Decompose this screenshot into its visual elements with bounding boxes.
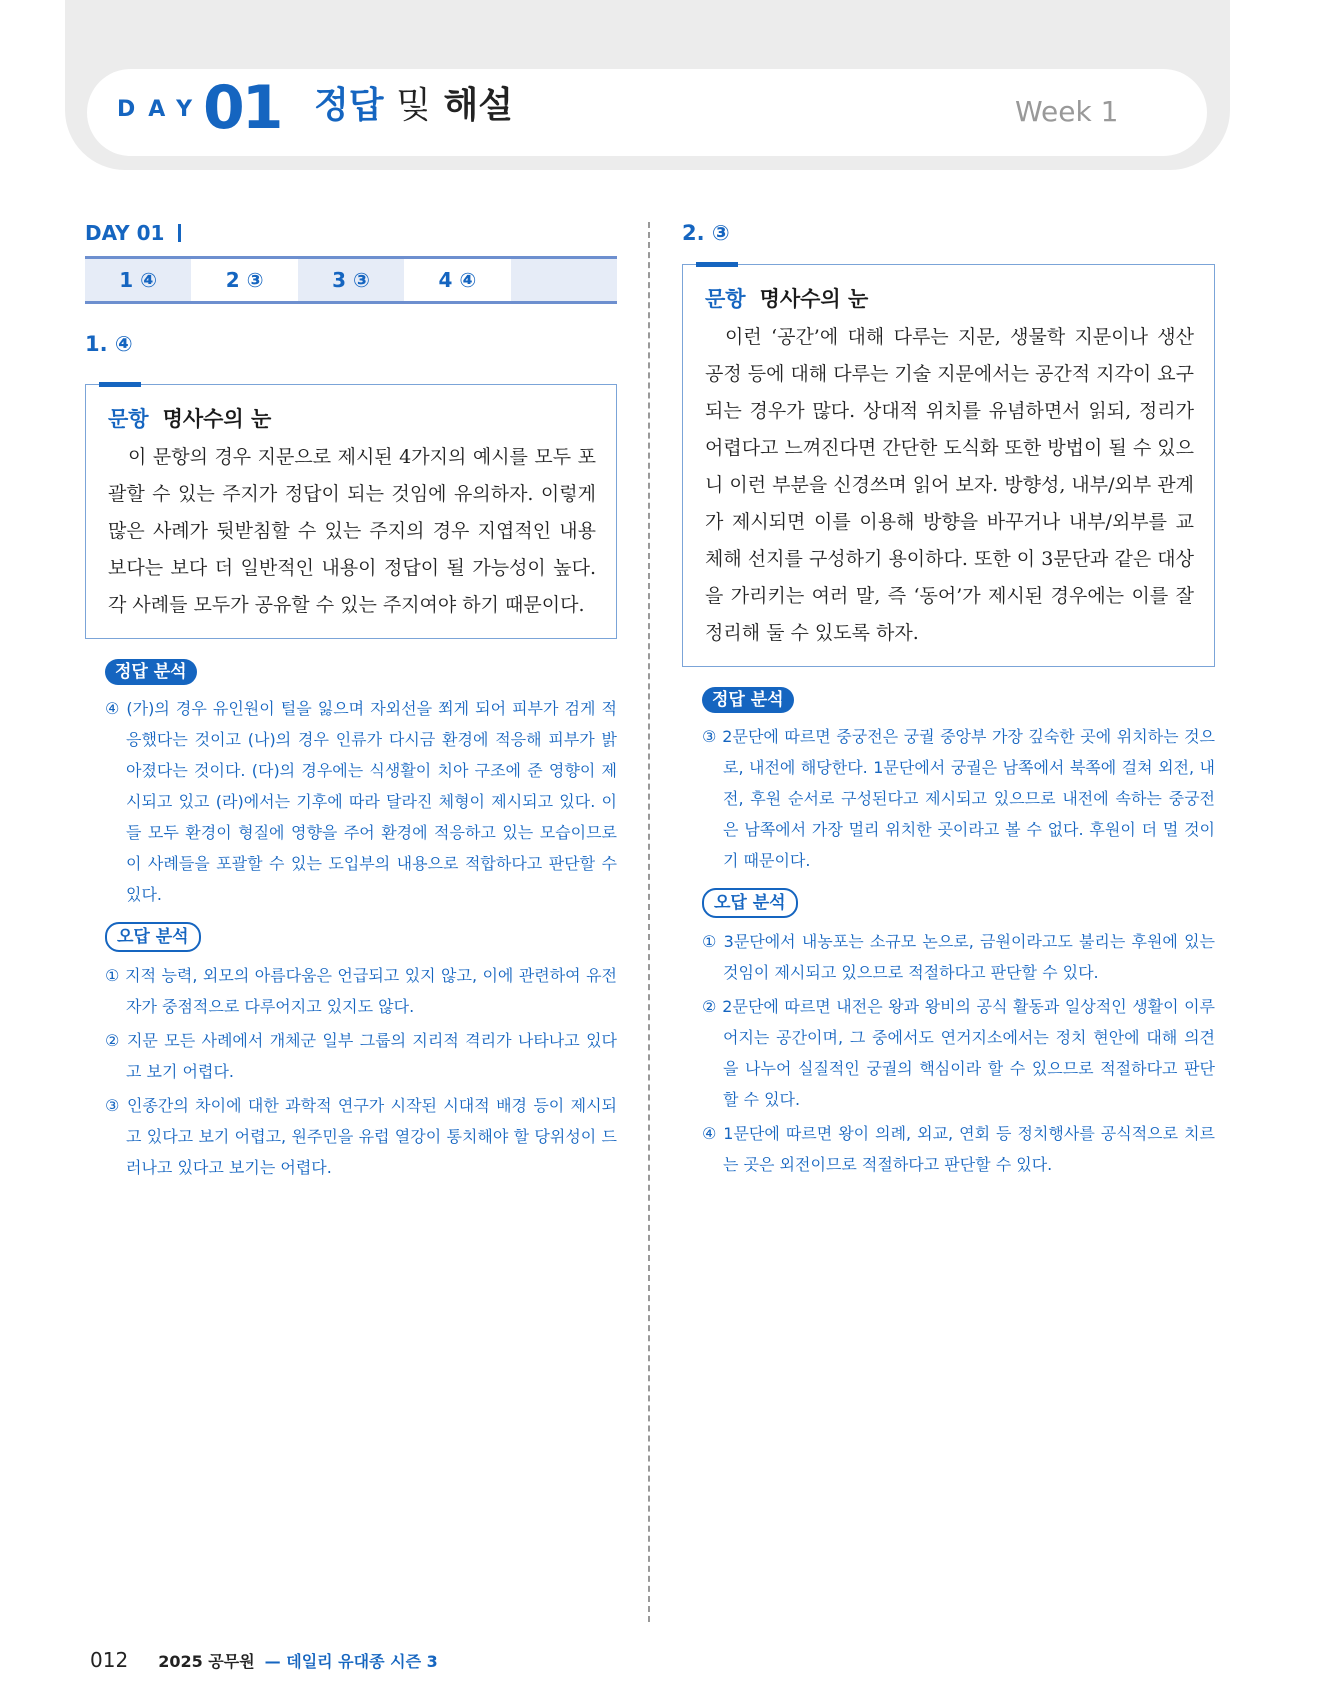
answer-key-title <box>85 218 617 248</box>
correct-analysis-badge: 정답 분석 <box>702 687 794 713</box>
note-label: 문항 <box>705 287 746 311</box>
day-label: DAY <box>117 97 206 122</box>
question-1-note-box <box>85 384 617 639</box>
explanation-item: ② 지문 모든 사례에서 개체군 일부 그룹의 지리적 격리가 나타나고 있다고 보기 어렵다. <box>105 1031 617 1081</box>
note-title: 명사수의 눈 <box>162 407 272 431</box>
note-tab-mark <box>696 262 738 267</box>
left-column <box>85 218 617 1183</box>
explanation-item: ④ (가)의 경우 유인원이 털을 잃으며 자외선을 쬐게 되어 피부가 검게 적응했다는 것이고 (나)의 경우 인류가 다시금 환경에 적응해 피부가 밝아졌다는 것이다. (다)의 경우에는 식생활이 치아 구조에 준 영향이 제시되고 있고 (라)에서는 기후에 따라 달라진 체형이 제시되고 있다. 이들 모두 환경이 형질에 영향을 주어 환경에 적응하고 있는 모습이므로 이 사례들을 포괄할 수 있는 도입부의 내용으로 적합하다고 판단할 수 있다. <box>105 699 617 904</box>
week-label: Week 1 <box>1015 95 1119 128</box>
note-heading <box>108 403 596 433</box>
wrong-analysis-badge: 오답 분석 <box>702 888 798 918</box>
explanation-item: ① 지적 능력, 외모의 아름다움은 언급되고 있지 않고, 이에 관련하여 유전자가 중점적으로 다루어지고 있지도 않다. <box>105 966 617 1016</box>
wrong-analysis-badge: 오답 분석 <box>105 922 201 952</box>
answer-key-table <box>85 256 617 304</box>
answer-key-title-text: DAY 01 <box>85 221 165 245</box>
note-text: 이 문항의 경우 지문으로 제시된 4가지의 예시를 모두 포괄할 수 있는 주지가 정답이 되는 것임에 유의하자. 이렇게 많은 사례가 뒷받침할 수 있는 주지의 경우 지엽적인 내용보다는 보다 더 일반적인 내용이 정답이 될 가능성이 높다. 각 사례들 모두가 공유할 수 있는 주지여야 하기 때문이다. <box>108 446 596 616</box>
question-1-number: 1. ④ <box>85 332 133 356</box>
title-answer: 정답 <box>314 85 384 126</box>
footer-brand: 2025 공무원 <box>158 1651 255 1671</box>
explanation-item: ① 3문단에서 내농포는 소규모 논으로, 금원이라고도 불리는 후원에 있는 것임이 제시되고 있으므로 적절하다고 판단할 수 있다. <box>702 932 1215 982</box>
note-tab-mark <box>99 382 141 387</box>
explanation-item: ③ 2문단에 따르면 중궁전은 궁궐 중앙부 가장 깊숙한 곳에 위치하는 것으로, 내전에 해당한다. 1문단에서 궁궐은 남쪽에서 북쪽에 걸쳐 외전, 내전, 후원 순서로 구성된다고 제시되고 있으므로 내전에 속하는 중궁전은 남쪽에서 가장 멀리 위치한 곳이라고 볼 수 없다. 후원이 더 멀 것이기 때문이다. <box>702 727 1215 870</box>
note-label: 문항 <box>108 407 149 431</box>
column-divider <box>648 222 650 1622</box>
note-heading <box>705 283 1194 313</box>
page-title <box>314 85 513 126</box>
correct-analysis-section <box>85 659 617 910</box>
page-number: 012 <box>90 1648 129 1672</box>
wrong-analysis-section <box>85 922 617 1183</box>
footer-series: — 데일리 유대종 시즌 3 <box>264 1651 438 1671</box>
title-bar <box>178 224 181 242</box>
answer-cell: 2 ③ <box>225 268 264 292</box>
answer-cell <box>511 259 617 301</box>
answer-cell: 1 ④ <box>85 259 191 301</box>
correct-analysis-badge: 정답 분석 <box>105 659 197 685</box>
answer-cell: 3 ③ <box>298 259 404 301</box>
wrong-analysis-section <box>682 888 1215 1180</box>
explanation-item: ③ 인종간의 차이에 대한 과학적 연구가 시작된 시대적 배경 등이 제시되고 있다고 보기 어렵고, 원주민을 유럽 열강이 통치해야 할 당위성이 드러나고 있다고 보기는 어렵다. <box>105 1096 617 1177</box>
explanation-item: ④ 1문단에 따르면 왕이 의례, 외교, 연회 등 정치행사를 공식적으로 치르는 곳은 외전이므로 적절하다고 판단할 수 있다. <box>702 1124 1215 1174</box>
day-number: 01 <box>203 73 281 143</box>
title-and: 및 <box>396 85 431 126</box>
answer-cell: 4 ④ <box>438 268 477 292</box>
correct-analysis-section <box>682 687 1215 876</box>
explanation-item: ② 2문단에 따르면 내전은 왕과 왕비의 공식 활동과 일상적인 생활이 이루어지는 공간이며, 그 중에서도 연거지소에서는 정치 현안에 대해 의견을 나누어 실질적인 궁궐의 핵심이라 할 수 있으므로 적절하다고 판단할 수 있다. <box>702 997 1215 1109</box>
page-footer <box>90 1647 438 1673</box>
question-2-note-box <box>682 264 1215 667</box>
question-2-number: 2. ③ <box>682 221 730 245</box>
right-column <box>682 218 1215 1180</box>
title-explanation: 해설 <box>443 85 513 126</box>
note-title: 명사수의 눈 <box>759 287 869 311</box>
note-text: 이런 ‘공간’에 대해 다루는 지문, 생물학 지문이나 생산 공정 등에 대해 다루는 기술 지문에서는 공간적 지각이 요구되는 경우가 많다. 상대적 위치를 유념하면서 읽되, 정리가 어렵다고 느껴진다면 간단한 도식화 또한 방법이 될 수 있으니 이런 부분을 신경쓰며 읽어 보자. 방향성, 내부/외부 관계가 제시되면 이를 이용해 방향을 바꾸거나 내부/외부를 교체해 선지를 구성하기 용이하다. 또한 이 3문단과 같은 대상을 가리키는 여러 말, 즉 ‘동어’가 제시된 경우에는 이를 잘 정리해 둘 수 있도록 하자. <box>705 326 1194 644</box>
